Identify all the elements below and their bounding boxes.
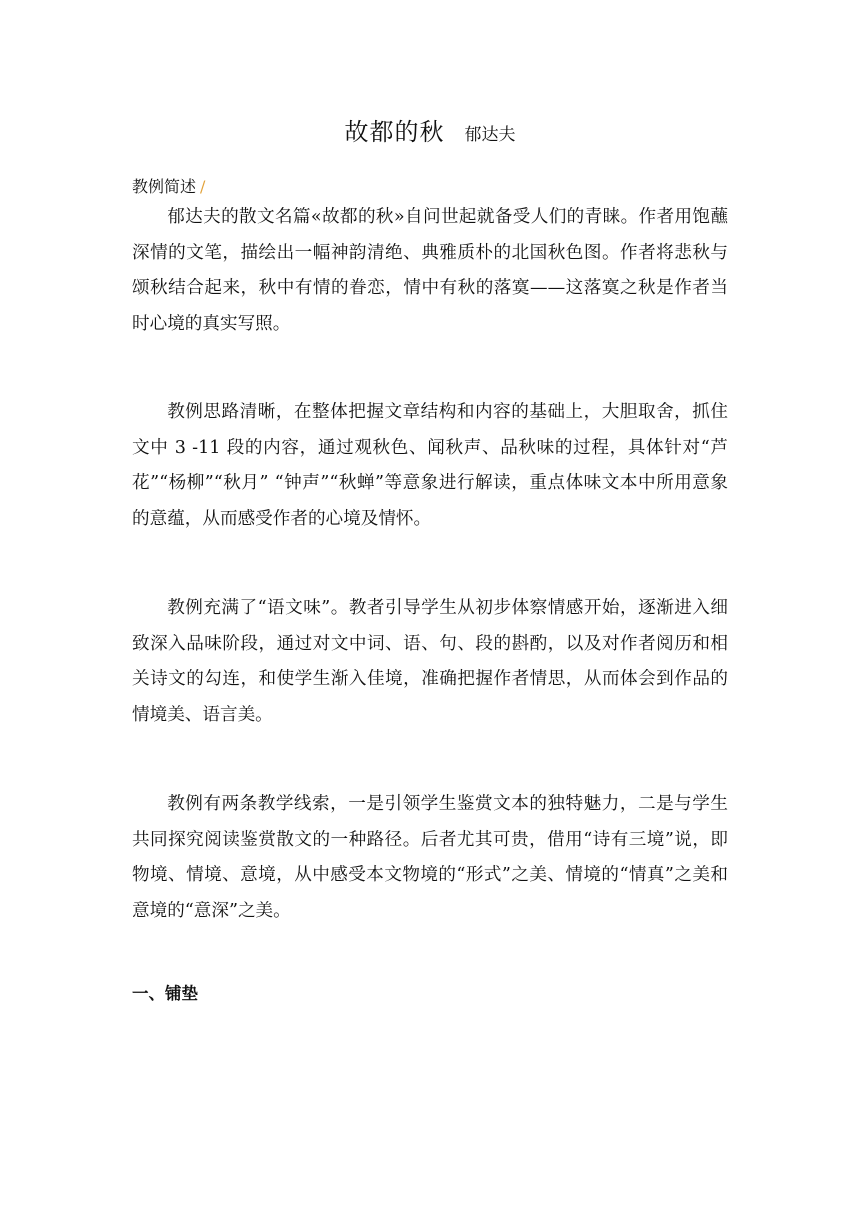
paragraph-2: 教例思路清晰，在整体把握文章结构和内容的基础上，大胆取舍，抓住文中 3 -11 段的内容，通过观秋色、闻秋声、品秋味的过程，具体针对“芦花”“杨柳”“秋月” “钟声”“秋蝉”等意象进行解读，重点体味文本中所用意象的意蕴，从而感受作者的心境及情怀。 — [132, 402, 728, 529]
author-name: 郁达夫 — [464, 125, 516, 145]
paragraph-1: 郁达夫的散文名篇«故都的秋»自问世起就备受人们的青睐。作者用饱蘸深情的文笔，描绘出一幅神韵清绝、典雅质朴的北国秋色图。作者将悲秋与颂秋结合起来，秋中有情的眷恋，情中有秋的落寞——这落寞之秋是作者当时心境的真实写照。 — [132, 207, 728, 334]
title-line — [0, 112, 860, 147]
section-label-text: 教例简述 — [132, 177, 197, 196]
paragraph-3: 教例充满了“语文味”。教者引导学生从初步体察情感开始，逐渐进入细致深入品味阶段，通过对文中词、语、句、段的斟酌，以及对作者阅历和相关诗文的勾连，和使学生渐入佳境，准确把握作者情思，从而体会到作品的情境美、语言美。 — [132, 598, 728, 725]
section-heading: 一、铺垫 — [132, 984, 198, 1003]
document-title: 故都的秋 — [344, 118, 445, 146]
paragraph-4: 教例有两条教学线索，一是引领学生鉴赏文本的独特魅力，二是与学生共同探究阅读鉴赏散文的一种路径。后者尤其可贵，借用“诗有三境”说，即物境、情境、意境，从中感受本文物境的“形式”之美、情境的“情真”之美和意境的“意深”之美。 — [132, 794, 728, 921]
section-label-mark: / — [200, 177, 206, 196]
section-label — [132, 174, 205, 197]
